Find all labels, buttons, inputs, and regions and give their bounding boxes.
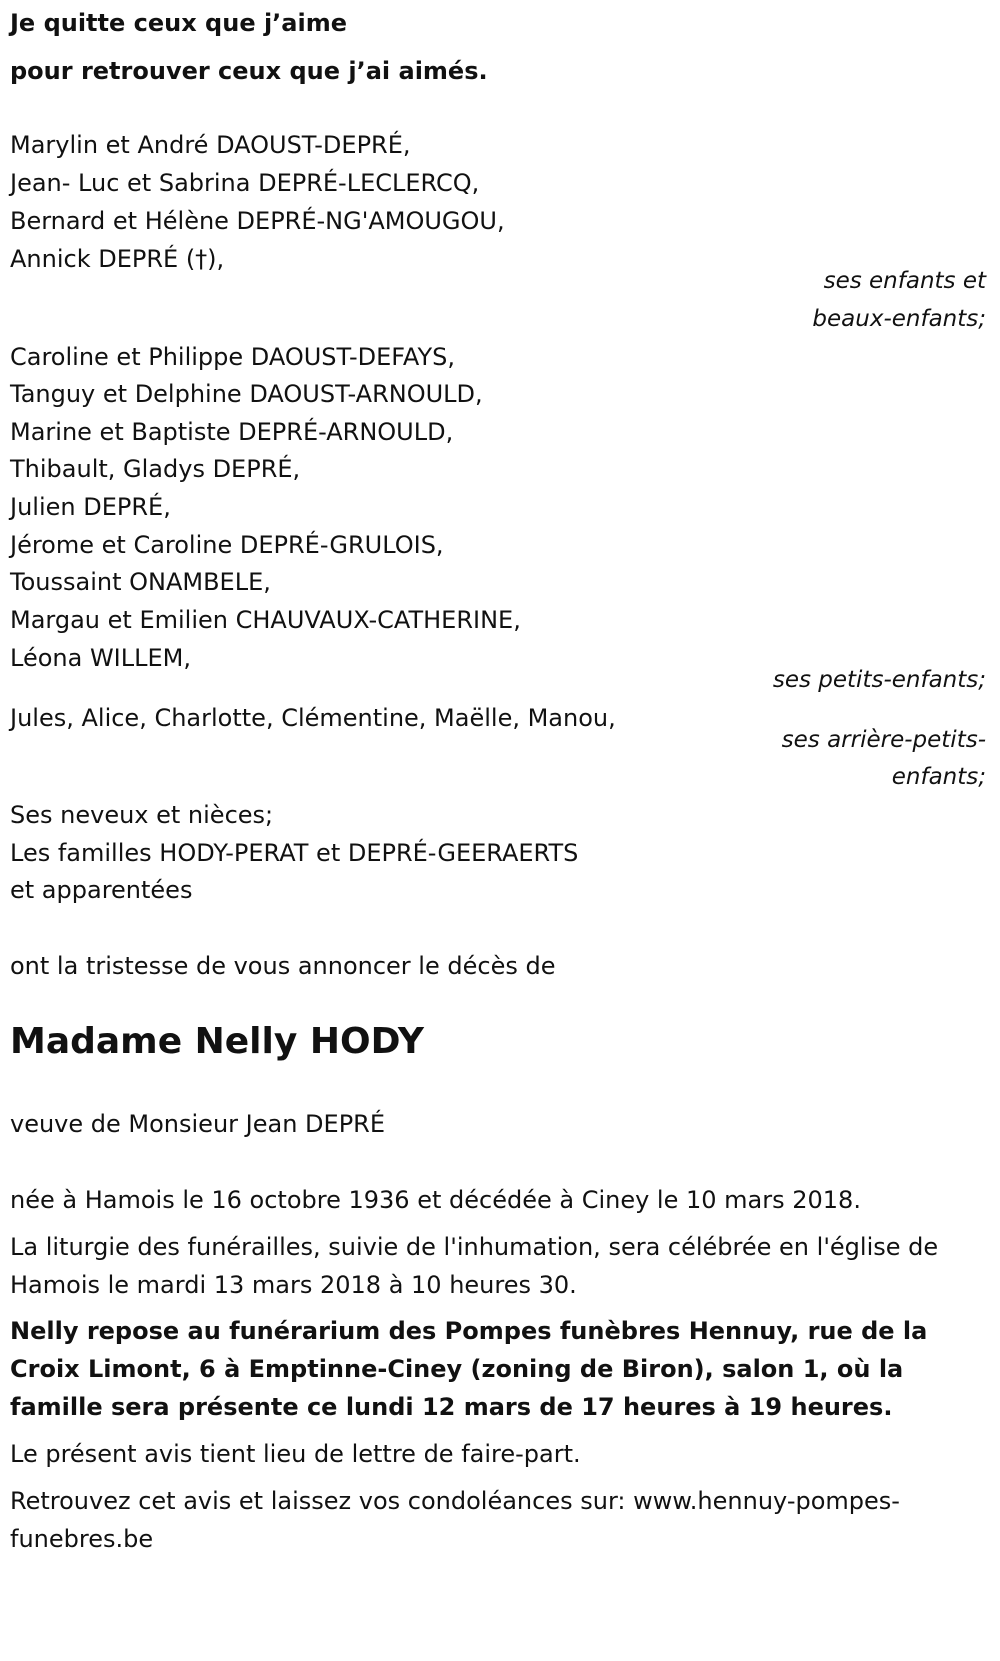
children-role-line-2: beaux-enfants; [812,306,986,332]
grandchild-name: Caroline et Philippe DAOUST-DEFAYS, [10,343,455,371]
grandchild-name: Tanguy et Delphine DAOUST-ARNOULD, [10,380,483,408]
grandchild-name: Léona WILLEM, [10,644,191,672]
child-name: Marylin et André DAOUST-DEPRÉ, [10,131,411,159]
child-name: Jean- Luc et Sabrina DEPRÉ-LECLERCQ, [10,169,480,197]
funerarium-text: Nelly repose au funérarium des Pompes funèbres Hennuy, rue de la Croix Limont, 6 à Emptinne-Ciney (zoning de Biron), salon 1, où la famille sera présente ce lundi 12 mars de 17 heures à 19 heures. [10,1317,928,1421]
extended-family-line-1: Ses neveux et nièces; [10,801,274,829]
child-name: Bernard et Hélène DEPRÉ-NG'AMOUGOU, [10,207,505,235]
great-grandchildren-role-line-1: ses arrière-petits- [781,727,986,753]
children-role-line-1: ses enfants et [823,268,986,294]
condolences-text: Retrouvez cet avis et laissez vos condoléances sur: www.hennuy-pompes-funebres.be [10,1487,900,1553]
extended-family-line-3: et apparentées [10,876,193,904]
grandchild-name: Thibault, Gladys DEPRÉ, [10,455,301,483]
birth-death-text: née à Hamois le 16 octobre 1936 et décédée à Ciney le 10 mars 2018. [10,1186,861,1214]
grandchild-name: Jérome et Caroline DEPRÉ-GRULOIS, [10,531,444,559]
great-grandchildren-names: Jules, Alice, Charlotte, Clémentine, Maëlle, Manou, [10,704,616,732]
great-grandchildren-role-line-2: enfants; [891,764,986,790]
liturgy-text: La liturgie des funérailles, suivie de l'inhumation, sera célébrée en l'église de Hamois le mardi 13 mars 2018 à 10 heures 30. [10,1233,939,1299]
grandchild-name: Julien DEPRÉ, [10,493,171,521]
grandchildren-role: ses petits-enfants; [772,667,986,693]
grandchild-name: Margau et Emilien CHAUVAUX-CATHERINE, [10,606,521,634]
extended-family-line-2: Les familles HODY-PERAT et DEPRÉ-GEERAERTS [10,839,579,867]
epigraph-line-2: pour retrouver ceux que j’ai aimés. [10,57,488,85]
widow-of-text: veuve de Monsieur Jean DEPRÉ [10,1110,385,1138]
notice-text: Le présent avis tient lieu de lettre de faire-part. [10,1440,581,1468]
announcement-text: ont la tristesse de vous annoncer le décès de [10,952,556,980]
child-name: Annick DEPRÉ (†), [10,245,225,273]
epigraph-line-1: Je quitte ceux que j’aime [10,9,348,37]
grandchild-name: Marine et Baptiste DEPRÉ-ARNOULD, [10,418,454,446]
grandchild-name: Toussaint ONAMBELE, [10,568,271,596]
deceased-name: Madame Nelly HODY [10,1021,424,1062]
